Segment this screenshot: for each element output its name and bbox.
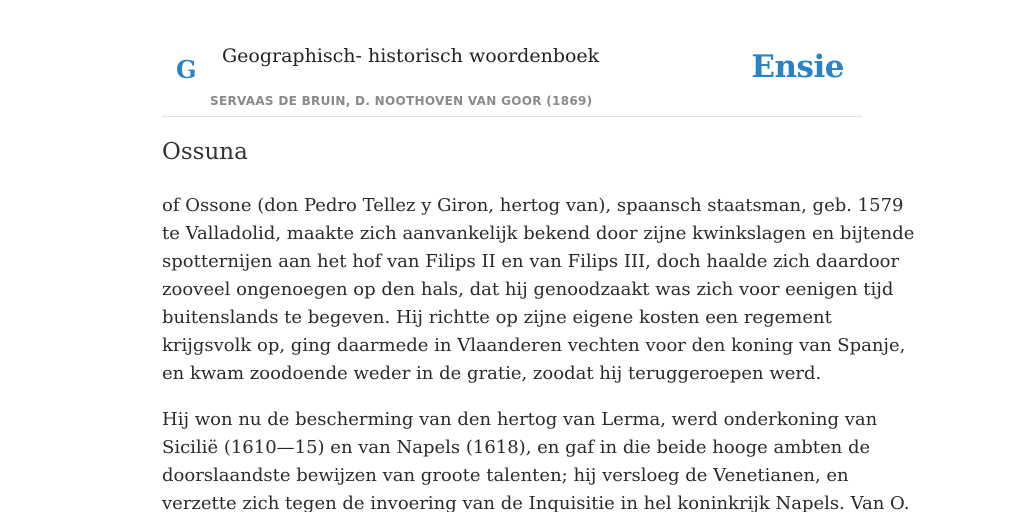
text-line: en kwam zoodoende weder in de gratie, zoodat hij teruggeroepen werd.	[162, 363, 822, 384]
entry-title: Ossuna	[162, 139, 248, 165]
entry-paragraph	[162, 406, 910, 512]
text-line: zooveel ongenoegen op den hals, dat hij genoodzaakt was zich voor eenigen tijd	[162, 279, 894, 300]
text-line: Hij won nu de bescherming van den hertog van Lerma, werd onderkoning van	[162, 409, 878, 430]
text-line: te Valladolid, maakte zich aanvankelijk bekend door zijne kwinkslagen en bijtende	[162, 223, 915, 244]
text-line: doorslaandste bewijzen van groote talenten; hij versloeg de Venetianen, en	[162, 465, 849, 486]
text-line: krijgsvolk op, ging daarmede in Vlaanderen vechten voor den koning van Spanje,	[162, 335, 906, 356]
text-line: of Ossone (don Pedro Tellez y Giron, hertog van), spaansch staatsman, geb. 1579	[162, 195, 904, 216]
book-header	[162, 0, 862, 117]
text-line: verzette zich tegen de invoering van de Inquisitie in hel koninkrijk Napels. Van O.	[162, 493, 910, 512]
ensie-logo[interactable]: Ensie	[751, 49, 844, 85]
text-line: buitenslands te begeven. Hij richtte op zijne eigene kosten een regement	[162, 307, 832, 328]
book-letter-icon[interactable]: G	[176, 55, 197, 84]
text-line: spotternijen aan het hof van Filips II en van Filips III, doch haalde zich daardoor	[162, 251, 900, 272]
entry-body	[162, 192, 915, 512]
book-author-line: SERVAAS DE BRUIN, D. NOOTHOVEN VAN GOOR (1869)	[210, 94, 593, 108]
text-line: Sicilië (1610—15) en van Napels (1618), en gaf in die beide hooge ambten de	[162, 437, 871, 458]
entry-paragraph	[162, 192, 915, 388]
book-title-link[interactable]: Geographisch- historisch woordenboek	[222, 45, 600, 67]
